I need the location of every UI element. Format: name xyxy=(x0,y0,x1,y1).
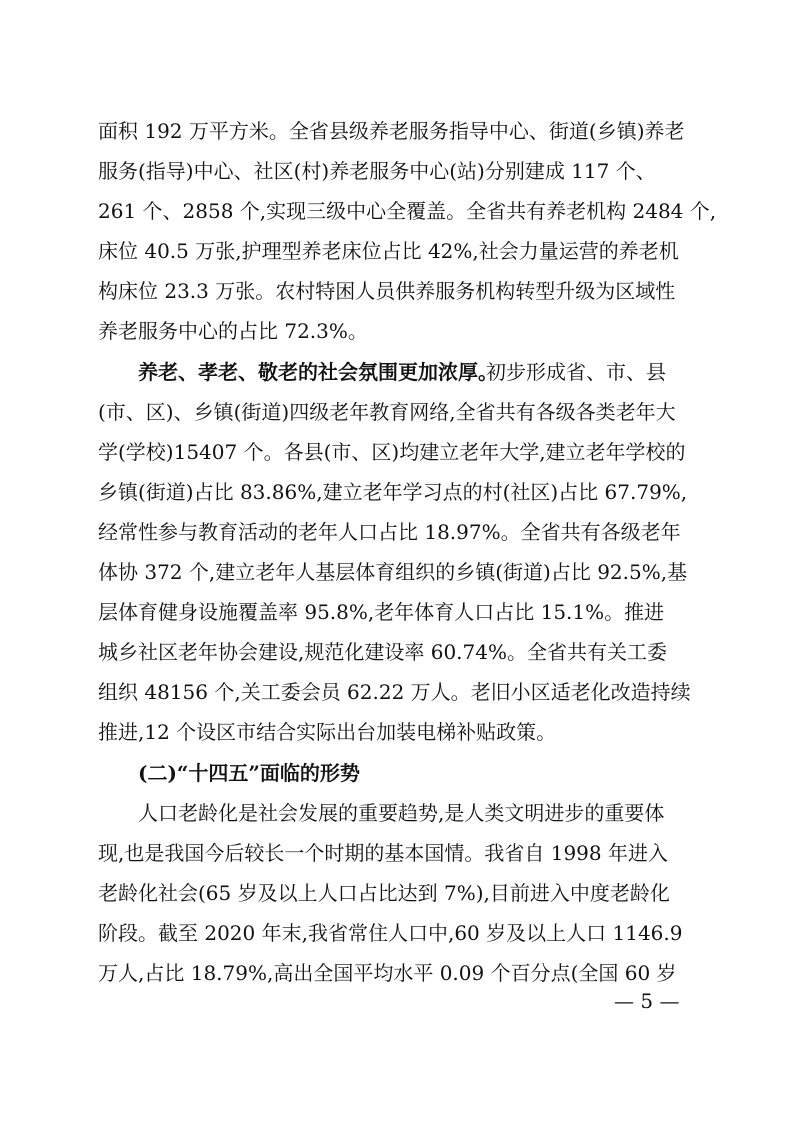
line-text: 体协 372 个,建立老年人基层体育组织的乡镇(街道)占比 92.5%,基 xyxy=(98,560,688,584)
text-line xyxy=(0,590,793,634)
text-line xyxy=(0,269,793,313)
text-line xyxy=(0,710,793,754)
line-text: 万人,占比 18.79%,高出全国平均水平 0.09 个百分点(全国 60 岁 xyxy=(98,961,677,985)
text-line xyxy=(0,390,793,434)
text-line xyxy=(0,831,793,875)
paragraph-heading: 养老、孝老、敬老的社会氛围更加浓厚。 xyxy=(138,360,498,384)
page-number: — 5 — xyxy=(614,989,680,1013)
section-heading: (二)“十四五”面临的形势 xyxy=(138,761,360,785)
line-text: 学(学校)15407 个。各县(市、区)均建立老年大学,建立老年学校的 xyxy=(98,440,686,464)
line-text: 城乡社区老年协会建设,规范化建设率 60.74%。全省共有关工委 xyxy=(98,640,667,664)
line-text: 养老服务中心的占比 72.3%。 xyxy=(98,319,368,343)
text-line xyxy=(0,350,793,394)
text-line xyxy=(0,791,793,835)
line-text: 面积 192 万平方米。全省县级养老服务指导中心、街道(乡镇)养老 xyxy=(98,119,685,143)
text-line xyxy=(0,510,793,554)
line-text: (市、区)、乡镇(街道)四级老年教育网络,全省共有各级各类老年大 xyxy=(98,400,676,424)
text-line xyxy=(0,751,793,795)
text-line xyxy=(0,911,793,955)
text-line xyxy=(0,550,793,594)
text-line xyxy=(0,670,793,714)
text-line xyxy=(0,309,793,353)
text-line xyxy=(0,470,793,514)
line-text: 初步形成省、市、县 xyxy=(486,360,666,384)
text-line xyxy=(0,430,793,474)
line-text: 服务(指导)中心、社区(村)养老服务中心(站)分别建成 117 个、 xyxy=(98,159,656,183)
text-line xyxy=(0,871,793,915)
line-text: 经常性参与教育活动的老年人口占比 18.97%。全省共有各级老年 xyxy=(98,520,681,544)
line-text: 构床位 23.3 万张。农村特困人员供养服务机构转型升级为区域性 xyxy=(98,279,676,303)
line-text: 推进,12 个设区市结合实际出台加装电梯补贴政策。 xyxy=(98,720,557,744)
text-line xyxy=(0,229,793,273)
line-text: 老龄化社会(65 岁及以上人口占比达到 7%),目前进入中度老龄化 xyxy=(98,881,670,905)
line-text: 人口老龄化是社会发展的重要趋势,是人类文明进步的重要体 xyxy=(138,801,665,825)
text-line xyxy=(0,189,793,233)
line-text: 床位 40.5 万张,护理型养老床位占比 42%,社会力量运营的养老机 xyxy=(98,239,679,263)
line-text: 阶段。截至 2020 年末,我省常住人口中,60 岁及以上人口 1146.9 xyxy=(98,921,683,945)
text-line xyxy=(0,630,793,674)
line-text: 层体育健身设施覆盖率 95.8%,老年体育人口占比 15.1%。推进 xyxy=(98,600,665,624)
line-text: 乡镇(街道)占比 83.86%,建立老年学习点的村(社区)占比 67.79%, xyxy=(98,480,688,504)
line-text: 现,也是我国今后较长一个时期的基本国情。我省自 1998 年进入 xyxy=(98,841,668,865)
line-text: 261 个、2858 个,实现三级中心全覆盖。全省共有养老机构 2484 个, xyxy=(98,199,717,223)
text-line xyxy=(0,109,793,153)
line-text: 组织 48156 个,关工委会员 62.22 万人。老旧小区适老化改造持续 xyxy=(98,680,691,704)
text-line xyxy=(0,149,793,193)
